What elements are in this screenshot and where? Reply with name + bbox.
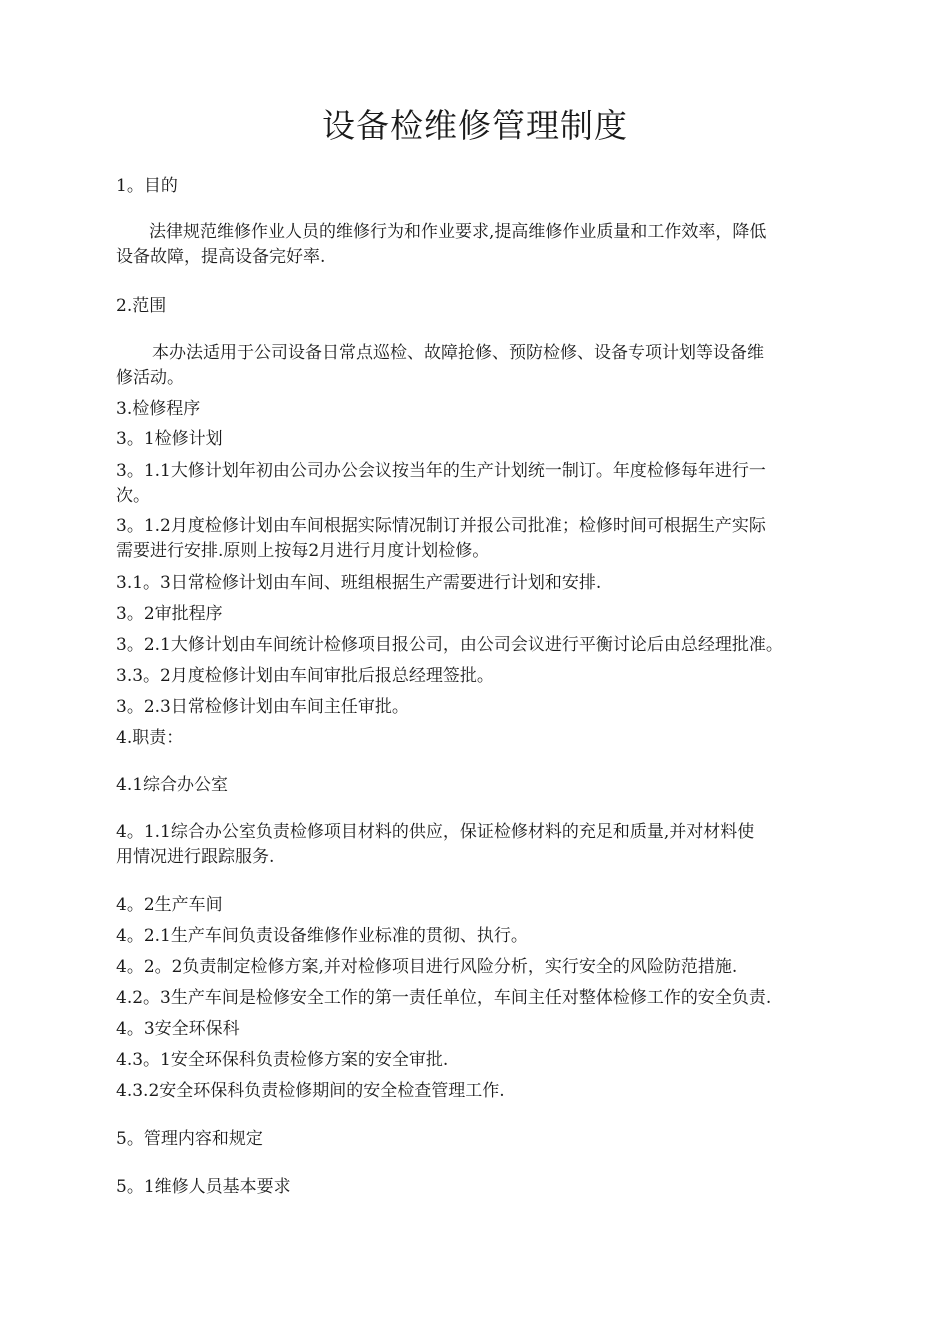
section-1-heading: 1。目的 xyxy=(116,176,178,196)
clause-3-1-1-line-1: 3。1.1大修计划年初由公司办公会议按当年的生产计划统一制订。年度检修每年进行一 xyxy=(116,461,766,481)
section-5-1-heading: 5。1维修人员基本要求 xyxy=(116,1177,291,1197)
section-3-2-heading: 3。2审批程序 xyxy=(116,604,223,624)
section-5-heading: 5。管理内容和规定 xyxy=(116,1129,263,1149)
clause-3-1-2-line-1: 3。1.2月度检修计划由车间根据实际情况制订并报公司批准；检修时间可根据生产实际 xyxy=(116,516,766,536)
clause-3-1-3: 3.1。3日常检修计划由车间、班组根据生产需要进行计划和安排. xyxy=(116,573,602,593)
clause-3-2-2: 3.3。2月度检修计划由车间审批后报总经理签批。 xyxy=(116,666,494,686)
section-1-paragraph-line-1: 法律规范维修作业人员的维修行为和作业要求,提高维修作业质量和工作效率，降低 xyxy=(149,222,767,242)
clause-4-3-1: 4.3。1安全环保科负责检修方案的安全审批. xyxy=(116,1050,449,1070)
clause-3-2-3: 3。2.3日常检修计划由车间主任审批。 xyxy=(116,697,409,717)
clause-4-1-1 xyxy=(116,820,850,870)
section-4-heading: 4.职责： xyxy=(116,728,184,748)
section-1-paragraph xyxy=(116,220,850,270)
clause-4-1-1-line-2: 用情况进行跟踪服务. xyxy=(116,847,275,867)
section-1-paragraph-line-2: 设备故障，提高设备完好率. xyxy=(116,247,326,267)
section-4-3-heading: 4。3安全环保科 xyxy=(116,1019,240,1039)
section-2-heading: 2.范围 xyxy=(116,296,167,316)
clause-3-1-2 xyxy=(116,514,850,564)
section-3-heading: 3.检修程序 xyxy=(116,399,201,419)
clause-4-1-1-line-1: 4。1.1综合办公室负责检修项目材料的供应，保证检修材料的充足和质量,并对材料使 xyxy=(116,822,755,842)
section-2-paragraph-line-1: 本办法适用于公司设备日常点巡检、故障抢修、预防检修、设备专项计划等设备维 xyxy=(152,343,764,363)
clause-4-3-2: 4.3.2安全环保科负责检修期间的安全检查管理工作. xyxy=(116,1081,505,1101)
clause-4-2-2: 4。2。2负责制定检修方案,并对检修项目进行风险分析，实行安全的风险防范措施. xyxy=(116,957,738,977)
clause-4-2-3: 4.2。3生产车间是检修安全工作的第一责任单位，车间主任对整体检修工作的安全负责. xyxy=(116,988,772,1008)
section-2-paragraph xyxy=(116,341,850,391)
document-title: 设备检维修管理制度 xyxy=(322,106,628,145)
section-2-paragraph-line-2: 修活动。 xyxy=(116,368,184,388)
clause-3-1-1-line-2: 次。 xyxy=(116,486,150,506)
section-4-1-heading: 4.1综合办公室 xyxy=(116,775,229,795)
clause-3-1-1 xyxy=(116,459,850,509)
clause-3-1-2-line-2: 需要进行安排.原则上按每2月进行月度计划检修。 xyxy=(116,541,490,561)
section-4-2-heading: 4。2生产车间 xyxy=(116,895,223,915)
clause-3-2-1: 3。2.1大修计划由车间统计检修项目报公司，由公司会议进行平衡讨论后由总经理批准。 xyxy=(116,635,783,655)
section-3-1-heading: 3。1检修计划 xyxy=(116,429,223,449)
clause-4-2-1: 4。2.1生产车间负责设备维修作业标准的贯彻、执行。 xyxy=(116,926,528,946)
